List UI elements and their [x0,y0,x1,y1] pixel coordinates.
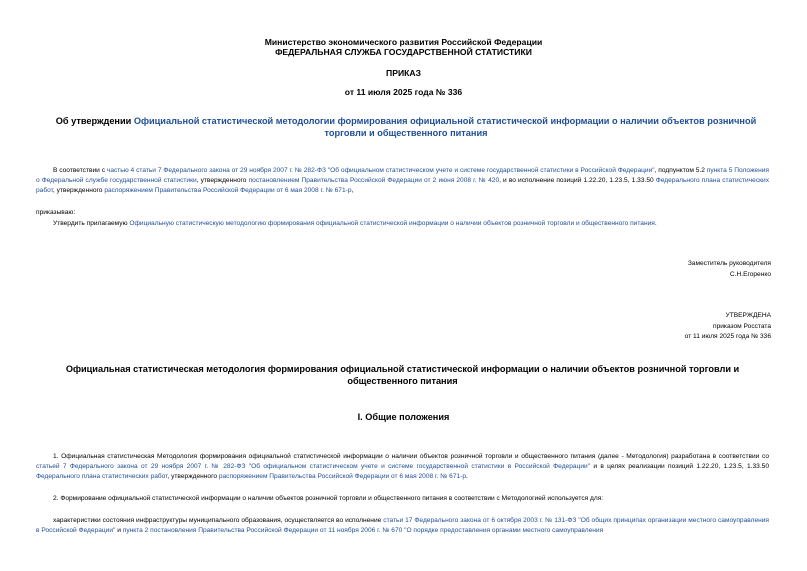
document-date: от 11 июля 2025 года № 336 [344,87,463,97]
approve-text-1: Утвердить прилагаемую [53,220,130,227]
preamble-text-1: В соответствии с [53,167,107,174]
preamble-link-regulation[interactable]: пункта 5 Положения о Федеральной службе государственной статистики [36,167,769,185]
approve-text-2: . [654,220,657,227]
preamble-paragraph [36,166,769,197]
ordered-word: приказываю: [36,209,76,216]
preamble-link-law-282[interactable]: частью 4 статьи 7 Федерального закона от 29 ноября 2007 г. № 282-ФЗ "Об официальном статистическом учете и системе государственной статистики в Российской Федерации" [106,167,655,174]
signature-name: С.Н.Егоренко [729,270,771,278]
preamble-link-order-671[interactable]: распоряжением Правительства Российской Федерации от 6 мая 2008 г. № 671-р [104,187,352,195]
preamble-text-4: , и во исполнение позиций 1.22.20, 1.23.5, 1.33.50 [499,177,656,185]
approve-link-methodology[interactable]: Официальную статистическую методологию формирования официальной статистической информации о наличии объектов розничной торговли и общественного питания [129,220,655,227]
item1-link-article-7[interactable]: статьей 7 Федерального закона от 29 ноября 2007 г. № 282-ФЗ "Об официальном статистическом учете и системе государственной статистики в Российской Федерации" [36,463,591,471]
signature-position: Заместитель руководителя [687,260,771,267]
item1-text-3: , утвержденного [167,473,219,481]
item3-link-decree-670[interactable]: пункта 2 постановления Правительства Российской Федерации от 11 ноября 2006 г. № 670 "О порядке предоставления органами местного самоуправления [122,527,604,535]
preamble-text-2: , подпунктом 5.2 [654,167,707,174]
item1-text-2: и в целях реализации позиций 1.22.20, 1.23.5, 1.33.50 [590,463,769,471]
preamble-text-5: , утвержденного [52,187,105,195]
approval-line-2: приказом Росстата [713,322,771,330]
methodology-title: Официальная статистическая методология формирования официальной статистической информации о наличии объектов розничной торговли и общественного питания [65,364,740,386]
item-1-paragraph [36,452,769,483]
document-type: ПРИКАЗ [386,68,421,78]
preamble-link-decree-420[interactable]: постановлением Правительства Российской Федерации от 2 июня 2008 г. № 420 [248,177,500,185]
approval-line-1: УТВЕРЖДЕНА [725,312,771,319]
preamble-text-3: , утвержденного [196,177,249,185]
item3-link-article-17[interactable]: статьи 17 Федерального закона от 6 октября 2003 г. № 131-ФЗ "Об общих принципах организации местного самоуправления в Российской Федерации" [36,517,770,535]
item3-text-2: и [115,527,123,535]
preamble-link-federal-plan[interactable]: Федерального плана статистических работ [36,177,769,195]
signature-block [688,259,771,280]
item3-text-1: характеристики состояния инфраструктуры муниципального образования, осуществляется во исполнение [53,517,384,524]
item1-link-order-671[interactable]: распоряжением Правительства Российской Федерации от 6 мая 2008 г. № 671-р [218,473,467,481]
approval-stamp-block [685,311,771,343]
item1-text-4: . [466,473,468,481]
document-subject [36,115,776,139]
item1-link-federal-plan[interactable]: Федерального плана статистических работ [36,473,168,481]
approval-line-3: от 11 июля 2025 года № 336 [684,333,771,340]
subject-link[interactable]: Официальной статистической методологии формирования официальной статистической информации о наличии объектов розничной торговли и общественного питания [133,116,757,138]
preamble-text-6: , [351,187,354,195]
service-name: ФЕДЕРАЛЬНАЯ СЛУЖБА ГОСУДАРСТВЕННОЙ СТАТИСТИКИ [275,47,532,57]
section-title: I. Общие положения [357,412,450,422]
ministry-name: Министерство экономического развития Российской Федерации [264,37,543,47]
item1-text-1: 1. Официальная статистическая Методология формирования официальной статистической информации о наличии объектов розничной торговли и общественного питания (далее - Методология) разработана в соответствии со [53,453,769,460]
item-2-paragraph: 2. Формирование официальной статистической информации о наличии объектов розничной торговли и общественного питания в соответствии с Методологией используется для: [53,495,604,502]
approve-paragraph [36,219,769,229]
subject-prefix: Об утверждении [55,116,134,126]
item-3-paragraph [36,516,769,536]
